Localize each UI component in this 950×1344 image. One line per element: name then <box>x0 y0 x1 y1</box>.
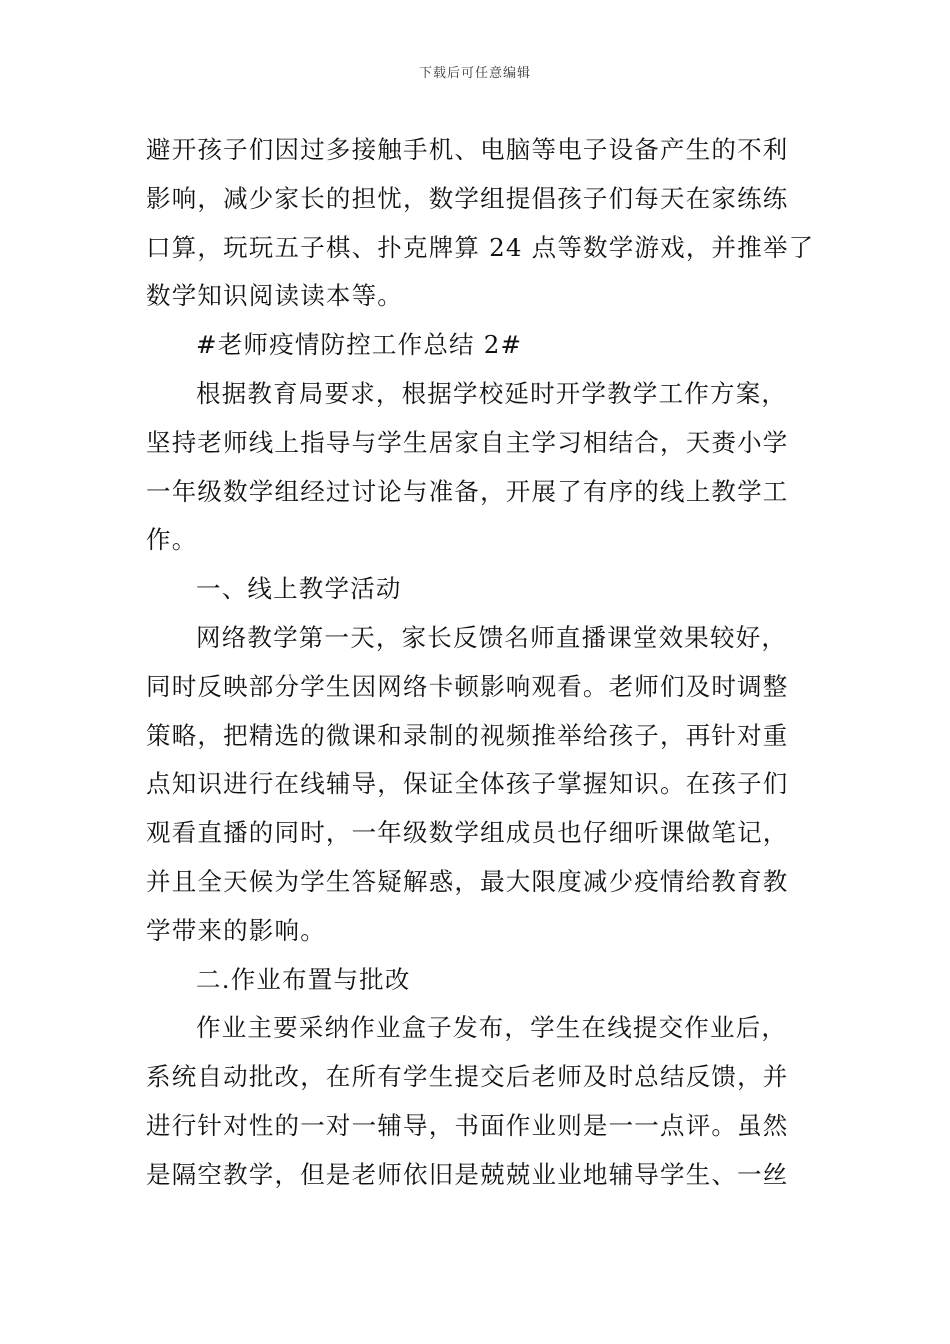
text-line: 进行针对性的一对一辅导，书面作业则是一一点评。虽然 <box>146 1110 789 1140</box>
text-line: 数学知识阅读读本等。 <box>146 281 403 311</box>
section-heading: #老师疫情防控工作总结 2# <box>196 330 523 360</box>
text-line: 避开孩子们因过多接触手机、电脑等电子设备产生的不利 <box>146 135 789 164</box>
text-line: 一年级数学组经过讨论与准备，开展了有序的线上教学工 <box>146 476 789 506</box>
paragraph-start: 作业主要采纳作业盒子发布，学生在线提交作业后， <box>196 1013 788 1043</box>
text-line: 点知识进行在线辅导，保证全体孩子掌握知识。在孩子们 <box>146 769 789 799</box>
subsection-heading: 二.作业布置与批改 <box>196 964 411 994</box>
text-line: 坚持老师线上指导与学生居家自主学习相结合，天赉小学 <box>146 427 789 457</box>
text-line: 学带来的影响。 <box>146 915 326 945</box>
text-line: 是隔空教学，但是老师依旧是兢兢业业地辅导学生、一丝 <box>146 1159 789 1189</box>
subsection-heading: 一、线上教学活动 <box>196 574 402 604</box>
text-line: 影响，减少家长的担忧，数学组提倡孩子们每天在家练练 <box>146 183 789 213</box>
text-line: 观看直播的同时，一年级数学组成员也仔细听课做笔记， <box>146 818 789 848</box>
text-line: 口算，玩玩五子棋、扑克牌算 24 点等数学游戏，并推举了 <box>146 232 815 262</box>
text-line: 作。 <box>146 525 198 555</box>
page-header-note: 下载后可任意编辑 <box>418 66 531 81</box>
paragraph-start: 根据教育局要求，根据学校延时开学教学工作方案， <box>196 378 788 408</box>
text-line: 并且全天候为学生答疑解惑，最大限度减少疫情给教育教 <box>146 866 789 896</box>
document-body <box>146 126 815 1200</box>
paragraph-start: 网络教学第一天，家长反馈名师直播课堂效果较好， <box>196 622 788 652</box>
text-line: 同时反映部分学生因网络卡顿影响观看。老师们及时调整 <box>146 671 789 701</box>
text-line: 策略，把精选的微课和录制的视频推举给孩子，再针对重 <box>146 720 789 750</box>
text-line: 系统自动批改，在所有学生提交后老师及时总结反馈，并 <box>146 1062 789 1092</box>
